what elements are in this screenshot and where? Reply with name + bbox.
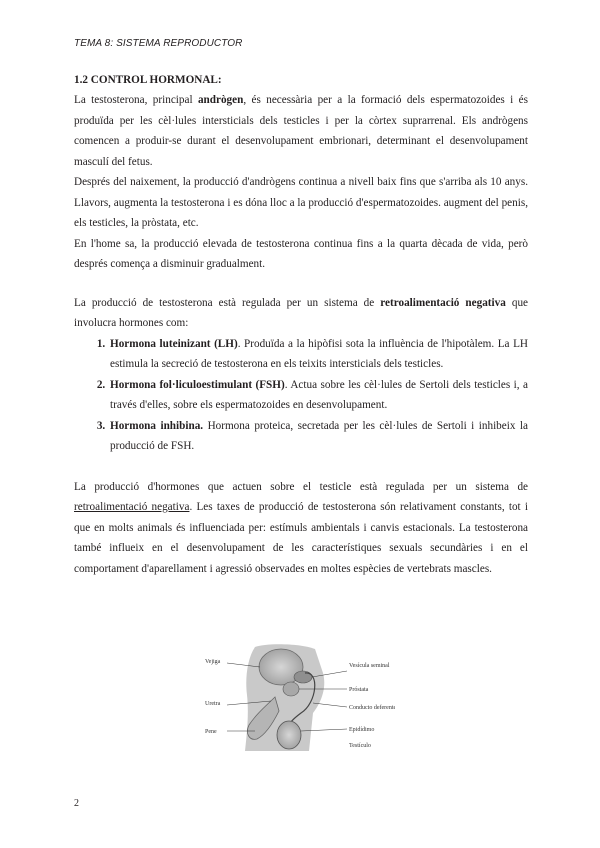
text-run: La producció de testosterona està regulada per un sistema de — [74, 296, 381, 309]
page-number: 2 — [74, 798, 79, 809]
section-heading: 1.2 CONTROL HORMONAL: — [74, 74, 222, 86]
anatomy-figure — [205, 643, 395, 755]
bold-term: retroalimentació negativa — [380, 296, 506, 309]
prostate-shape — [283, 682, 299, 696]
list-item-text: Hormona proteica, secretada per les cèl·lules de Sertoli i inhibeix la producció de FSH. — [110, 419, 529, 452]
list-item-term: Hormona inhibina. — [110, 419, 204, 432]
male-reproductive-diagram — [205, 643, 395, 755]
paragraph-healthy-man: En l'home sa, la producció elevada de testosterona continua fins a la quarta dècada de vida, però després comença a disminuir gradualment. — [74, 237, 528, 270]
list-item-term: Hormona fol·liculoestimulant (FSH) — [110, 378, 285, 391]
testis-shape — [277, 721, 301, 749]
bold-term: andrògen — [197, 94, 244, 106]
page-body — [74, 70, 528, 579]
text-run: La producció d'hormones que actuen sobre el testicle està regulada per un sistema de — [74, 480, 528, 493]
label-prostate: Próstata — [349, 687, 369, 693]
underlined-term: retroalimentació negativa — [74, 501, 190, 513]
list-item — [108, 416, 528, 457]
label-urethra: Uretra — [205, 701, 221, 707]
paragraph-intro — [74, 90, 528, 172]
list-item-text: . Actua sobre les cèl·lules de Sertoli dels testicles i, a través d'elles, sobre els espermatozoides en desenvolupament. — [110, 378, 529, 411]
list-item — [108, 334, 528, 375]
text-run: La testosterona, principal — [74, 94, 198, 106]
label-testis: Testículo — [349, 743, 371, 749]
running-header: TEMA 8: SISTEMA REPRODUCTOR — [74, 38, 243, 49]
paragraph-regulation — [74, 293, 528, 334]
list-item-term: Hormona luteinizant (LH) — [110, 337, 238, 350]
label-vas-deferens: Conducto deferente — [349, 705, 395, 711]
label-bladder: Vejiga — [205, 659, 221, 665]
list-item — [108, 375, 528, 416]
text-run: , és necessària per a la formació dels espermatozoides i és produïda per les cèl·lules intersticials dels testicles i per la còrtex suprarrenal. Els andrògens comencen a produir-se durant el desenvolupament embrionari, determinant el desenvolupament masculí del fetus. — [74, 94, 528, 168]
vesicle-shape — [294, 671, 312, 683]
list-item-text: . Produïda a la hipòfisi sota la influència de l'hipotàlem. La LH estimula la secreció de testosterona en els teixits intersticials dels testicles. — [110, 337, 528, 370]
label-penis: Pene — [205, 729, 217, 735]
paragraph-feedback — [74, 477, 528, 580]
hormone-list — [74, 334, 528, 457]
label-seminal-vesicle: Vesícula seminal — [349, 663, 390, 669]
label-epididymis: Epidídimo — [349, 727, 375, 733]
text-run: que involucra hormones com: — [74, 296, 529, 329]
paragraph-after-birth: Després del naixement, la producció d'andrògens continua a nivell baix fins que s'arriba als 10 anys. Llavors, augmenta la testosterona i es dóna lloc a la producció d'espermatozoides. augment del penis, els testicles, la pròstata, etc. — [74, 176, 528, 229]
text-run: . Les taxes de producció de testosterona són relativament constants, tot i que en molts animals és influenciada per: estímuls ambientals i canvis estacionals. La testosterona també influeix en el desenvolupament de les característiques sexuals secundàries i en el comportament d'aparellament i agressió observades en moltes espècies de vertebrats mascles. — [74, 501, 529, 575]
